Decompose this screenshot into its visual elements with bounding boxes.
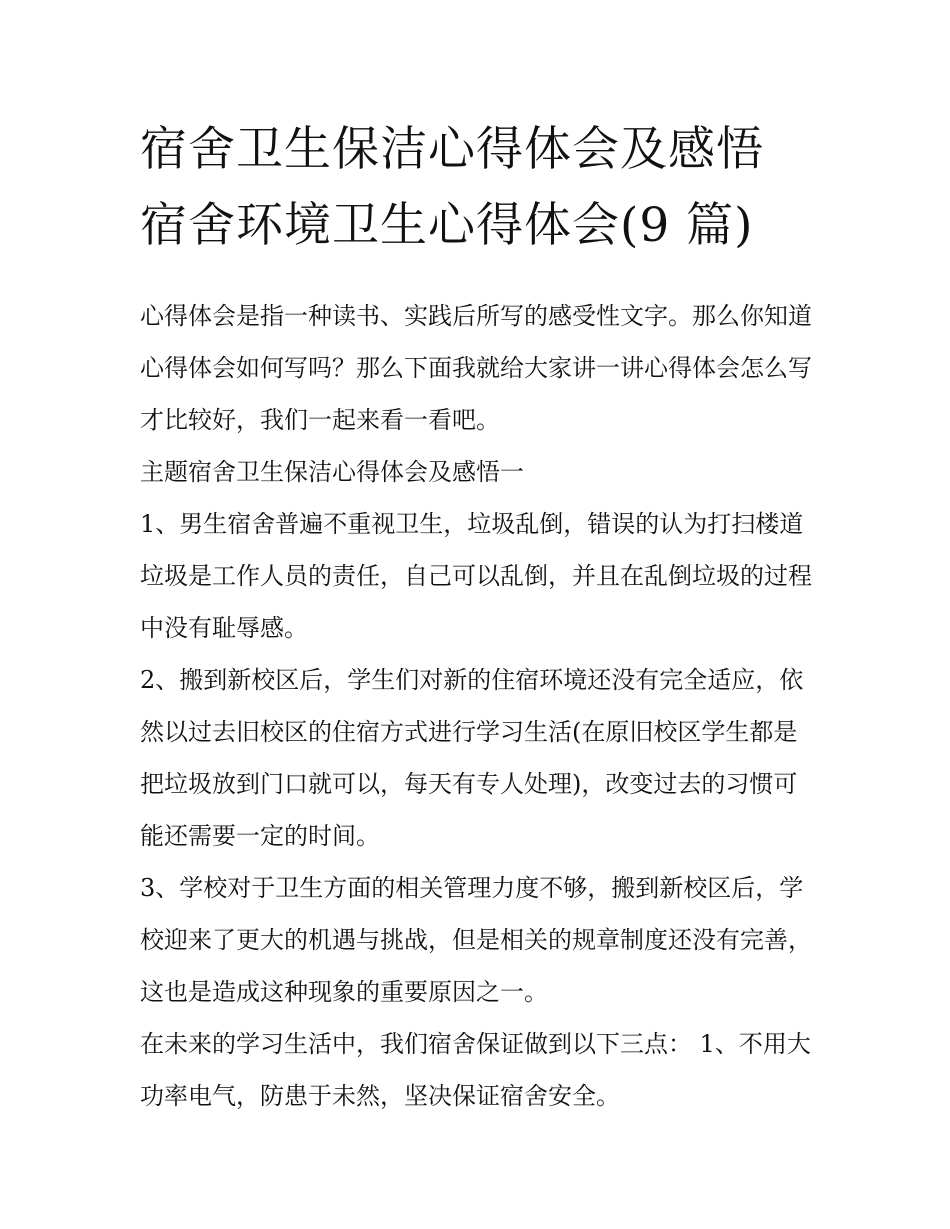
intro-paragraph: 心得体会是指一种读书、实践后所写的感受性文字。那么你知道心得体会如何写吗？那么下面我就给大家讲一讲心得体会怎么写才比较好，我们一起来看一看吧。 [140,302,812,434]
point-1-paragraph: 1、男生宿舍普遍不重视卫生，垃圾乱倒，错误的认为打扫楼道垃圾是工作人员的责任，自己可以乱倒，并且在乱倒垃圾的过程中没有耻辱感。 [140,510,812,642]
title-line-1: 宿舍卫生保洁心得体会及感悟 [140,122,764,177]
document-title [140,112,820,264]
point-3-paragraph: 3、学校对于卫生方面的相关管理力度不够，搬到新校区后，学校迎来了更大的机遇与挑战，但是相关的规章制度还没有完善，这也是造成这种现象的重要原因之一。 [140,874,812,1006]
title-line-2: 宿舍环境卫生心得体会(9 篇) [140,198,754,253]
document-body [140,290,820,1122]
section-heading: 主题宿舍卫生保洁心得体会及感悟一 [140,458,524,486]
point-2-paragraph: 2、搬到新校区后，学生们对新的住宿环境还没有完全适应，依然以过去旧校区的住宿方式进行学习生活(在原旧校区学生都是把垃圾放到门口就可以，每天有专人处理)，改变过去的习惯可能还需要一定的时间。 [140,666,804,850]
conclusion-paragraph: 在未来的学习生活中，我们宿舍保证做到以下三点： 1、不用大功率电气，防患于未然，坚决保证宿舍安全。 [140,1030,811,1110]
document-page [140,112,820,1122]
